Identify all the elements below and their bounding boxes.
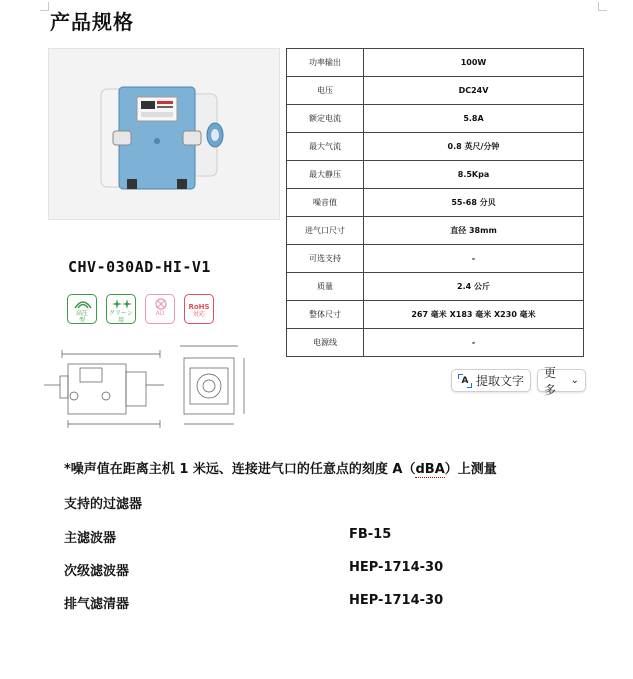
filter-row [64, 593, 444, 612]
spec-value: 5.8A [364, 105, 584, 133]
filter-row [64, 560, 444, 579]
spec-label: 质量 [287, 273, 364, 301]
spec-value: - [364, 329, 584, 357]
spec-table [286, 48, 584, 357]
more-label: 更多 [544, 365, 557, 397]
noise-note: *噪声值在距离主机 1 米远、连接进气口的任意点的刻度 A（dBA）上测量 [64, 462, 497, 477]
table-row [287, 245, 584, 273]
table-row [287, 105, 584, 133]
spec-value: 0.8 英尺/分钟 [364, 133, 584, 161]
spec-label: 进气口尺寸 [287, 217, 364, 245]
crop-mark-right [598, 2, 607, 11]
spec-value: DC24V [364, 77, 584, 105]
high-pressure-badge: 高圧 型 [67, 294, 97, 324]
filter-value: HEP-1714-30 [349, 560, 444, 575]
spec-label: 功率输出 [287, 49, 364, 77]
text-scan-icon: A [458, 374, 472, 388]
page-title: 产品规格 [50, 10, 134, 34]
crop-mark-left [40, 2, 49, 11]
table-row [287, 133, 584, 161]
side-view-drawing [168, 338, 250, 435]
table-row [287, 189, 584, 217]
table-row [287, 161, 584, 189]
spec-label: 噪音值 [287, 189, 364, 217]
spec-label: 电源线 [287, 329, 364, 357]
product-photo [48, 48, 280, 220]
antistatic-badge: AD [145, 294, 175, 324]
spec-value: 267 毫米 X183 毫米 X230 毫米 [364, 301, 584, 329]
spec-label: 最大气流 [287, 133, 364, 161]
spec-label: 电压 [287, 77, 364, 105]
spec-value: 55-68 分贝 [364, 189, 584, 217]
filter-value: HEP-1714-30 [349, 593, 444, 608]
table-row [287, 329, 584, 357]
spec-value: 8.5Kpa [364, 161, 584, 189]
filter-label: 排气滤清器 [64, 597, 130, 612]
cleanroom-badge: クリーン 用 [106, 294, 136, 324]
rohs-badge: RoHS 対応 [184, 294, 214, 324]
spec-value: 100W [364, 49, 584, 77]
table-row [287, 49, 584, 77]
spec-value: 直径 38mm [364, 217, 584, 245]
spec-value: - [364, 245, 584, 273]
table-row [287, 217, 584, 245]
antistatic-icon [150, 298, 172, 310]
sparkle-icon [111, 298, 133, 310]
table-row [287, 273, 584, 301]
extract-text-label: 提取文字 [476, 374, 525, 388]
vacuum-unit-illustration [49, 49, 279, 219]
spec-label: 最大静压 [287, 161, 364, 189]
extract-text-button[interactable] [451, 369, 531, 392]
filter-label: 主滤波器 [64, 531, 117, 546]
model-number: CHV-030AD-HI-V1 [68, 258, 211, 276]
more-button[interactable] [537, 365, 586, 397]
table-row [287, 301, 584, 329]
spec-value: 2.4 公斤 [364, 273, 584, 301]
table-row [287, 77, 584, 105]
wave-icon [72, 298, 94, 310]
filters-heading: 支持的过滤器 [64, 497, 143, 512]
spec-label: 可选支持 [287, 245, 364, 273]
chevron-down-icon: ⌄ [570, 375, 579, 386]
spec-label: 额定电流 [287, 105, 364, 133]
filter-row [64, 527, 392, 546]
filter-value: FB-15 [349, 527, 392, 542]
spec-label: 整体尺寸 [287, 301, 364, 329]
filter-label: 次级滤波器 [64, 564, 130, 579]
